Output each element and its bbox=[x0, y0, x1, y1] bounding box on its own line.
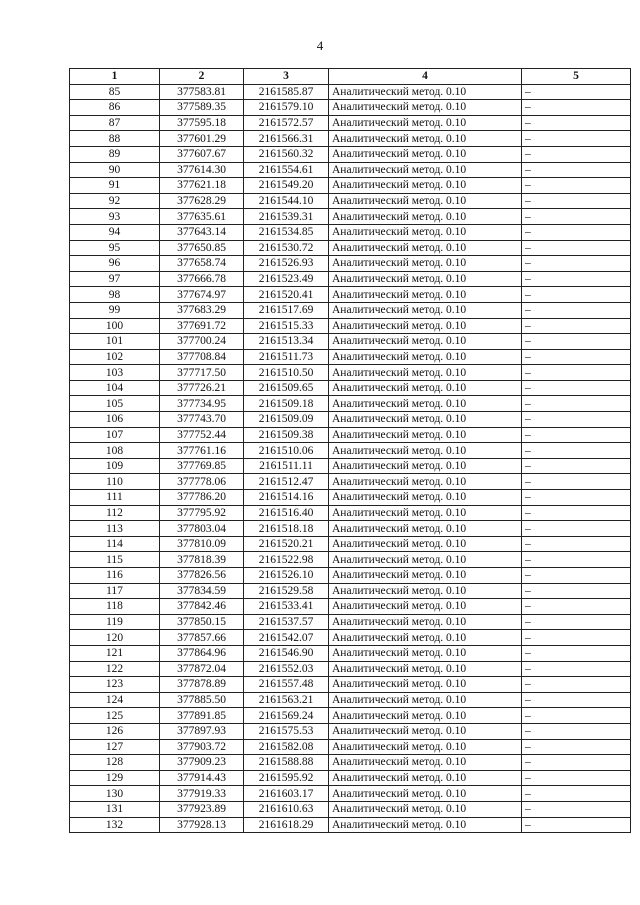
table-row bbox=[70, 786, 631, 802]
point-number-cell: 94 bbox=[70, 224, 160, 240]
y-coordinate-cell: 2161523.49 bbox=[244, 271, 329, 287]
y-coordinate-cell: 2161513.34 bbox=[244, 334, 329, 350]
x-coordinate-cell: 377717.50 bbox=[160, 365, 244, 381]
method-cell: Аналитический метод. 0.10 bbox=[329, 692, 522, 708]
method-cell: Аналитический метод. 0.10 bbox=[329, 458, 522, 474]
point-number-cell: 87 bbox=[70, 115, 160, 131]
table-row bbox=[70, 193, 631, 209]
x-coordinate-cell: 377683.29 bbox=[160, 302, 244, 318]
note-cell: – bbox=[522, 334, 631, 350]
table-row bbox=[70, 770, 631, 786]
table-row bbox=[70, 739, 631, 755]
method-cell: Аналитический метод. 0.10 bbox=[329, 708, 522, 724]
page-number: 4 bbox=[316, 38, 324, 53]
y-coordinate-cell: 2161510.06 bbox=[244, 443, 329, 459]
table-row bbox=[70, 490, 631, 506]
point-number-cell: 114 bbox=[70, 536, 160, 552]
table-row bbox=[70, 224, 631, 240]
x-coordinate-cell: 377761.16 bbox=[160, 443, 244, 459]
table-row bbox=[70, 162, 631, 178]
point-number-cell: 106 bbox=[70, 412, 160, 428]
method-cell: Аналитический метод. 0.10 bbox=[329, 146, 522, 162]
table-row bbox=[70, 677, 631, 693]
method-cell: Аналитический метод. 0.10 bbox=[329, 349, 522, 365]
x-coordinate-cell: 377595.18 bbox=[160, 115, 244, 131]
point-number-cell: 118 bbox=[70, 599, 160, 615]
method-cell: Аналитический метод. 0.10 bbox=[329, 396, 522, 412]
method-cell: Аналитический метод. 0.10 bbox=[329, 505, 522, 521]
table-row bbox=[70, 302, 631, 318]
point-number-cell: 91 bbox=[70, 178, 160, 194]
point-number-cell: 117 bbox=[70, 583, 160, 599]
table-row bbox=[70, 755, 631, 771]
y-coordinate-cell: 2161530.72 bbox=[244, 240, 329, 256]
table-row bbox=[70, 240, 631, 256]
method-cell: Аналитический метод. 0.10 bbox=[329, 365, 522, 381]
method-cell: Аналитический метод. 0.10 bbox=[329, 521, 522, 537]
x-coordinate-cell: 377914.43 bbox=[160, 770, 244, 786]
x-coordinate-cell: 377803.04 bbox=[160, 521, 244, 537]
x-coordinate-cell: 377752.44 bbox=[160, 427, 244, 443]
table-row bbox=[70, 287, 631, 303]
method-cell: Аналитический метод. 0.10 bbox=[329, 209, 522, 225]
table-row bbox=[70, 84, 631, 100]
header-row bbox=[70, 69, 631, 85]
table-row bbox=[70, 505, 631, 521]
method-cell: Аналитический метод. 0.10 bbox=[329, 677, 522, 693]
method-cell: Аналитический метод. 0.10 bbox=[329, 474, 522, 490]
note-cell: – bbox=[522, 271, 631, 287]
x-coordinate-cell: 377635.61 bbox=[160, 209, 244, 225]
table-row bbox=[70, 271, 631, 287]
table-row bbox=[70, 427, 631, 443]
method-cell: Аналитический метод. 0.10 bbox=[329, 115, 522, 131]
y-coordinate-cell: 2161585.87 bbox=[244, 84, 329, 100]
header-notes: 5 bbox=[522, 69, 631, 85]
y-coordinate-cell: 2161554.61 bbox=[244, 162, 329, 178]
point-number-cell: 110 bbox=[70, 474, 160, 490]
point-number-cell: 86 bbox=[70, 100, 160, 116]
point-number-cell: 95 bbox=[70, 240, 160, 256]
y-coordinate-cell: 2161603.17 bbox=[244, 786, 329, 802]
note-cell: – bbox=[522, 115, 631, 131]
y-coordinate-cell: 2161610.63 bbox=[244, 801, 329, 817]
y-coordinate-cell: 2161533.41 bbox=[244, 599, 329, 615]
method-cell: Аналитический метод. 0.10 bbox=[329, 443, 522, 459]
x-coordinate-cell: 377628.29 bbox=[160, 193, 244, 209]
y-coordinate-cell: 2161552.03 bbox=[244, 661, 329, 677]
point-number-cell: 127 bbox=[70, 739, 160, 755]
method-cell: Аналитический метод. 0.10 bbox=[329, 568, 522, 584]
method-cell: Аналитический метод. 0.10 bbox=[329, 614, 522, 630]
y-coordinate-cell: 2161512.47 bbox=[244, 474, 329, 490]
method-cell: Аналитический метод. 0.10 bbox=[329, 412, 522, 428]
note-cell: – bbox=[522, 801, 631, 817]
table-row bbox=[70, 692, 631, 708]
x-coordinate-cell: 377743.70 bbox=[160, 412, 244, 428]
table-row bbox=[70, 630, 631, 646]
point-number-cell: 100 bbox=[70, 318, 160, 334]
note-cell: – bbox=[522, 630, 631, 646]
table-row bbox=[70, 708, 631, 724]
y-coordinate-cell: 2161516.40 bbox=[244, 505, 329, 521]
y-coordinate-cell: 2161579.10 bbox=[244, 100, 329, 116]
point-number-cell: 128 bbox=[70, 755, 160, 771]
method-cell: Аналитический метод. 0.10 bbox=[329, 334, 522, 350]
method-cell: Аналитический метод. 0.10 bbox=[329, 100, 522, 116]
point-number-cell: 119 bbox=[70, 614, 160, 630]
x-coordinate-cell: 377850.15 bbox=[160, 614, 244, 630]
point-number-cell: 116 bbox=[70, 568, 160, 584]
note-cell: – bbox=[522, 770, 631, 786]
table-row bbox=[70, 614, 631, 630]
point-number-cell: 124 bbox=[70, 692, 160, 708]
x-coordinate-cell: 377650.85 bbox=[160, 240, 244, 256]
table-row bbox=[70, 583, 631, 599]
x-coordinate-cell: 377614.30 bbox=[160, 162, 244, 178]
note-cell: – bbox=[522, 692, 631, 708]
note-cell: – bbox=[522, 505, 631, 521]
note-cell: – bbox=[522, 583, 631, 599]
method-cell: Аналитический метод. 0.10 bbox=[329, 801, 522, 817]
point-number-cell: 102 bbox=[70, 349, 160, 365]
x-coordinate-cell: 377909.23 bbox=[160, 755, 244, 771]
y-coordinate-cell: 2161529.58 bbox=[244, 583, 329, 599]
method-cell: Аналитический метод. 0.10 bbox=[329, 193, 522, 209]
y-coordinate-cell: 2161537.57 bbox=[244, 614, 329, 630]
table-row bbox=[70, 801, 631, 817]
table-row bbox=[70, 661, 631, 677]
x-coordinate-cell: 377658.74 bbox=[160, 256, 244, 272]
x-coordinate-cell: 377643.14 bbox=[160, 224, 244, 240]
note-cell: – bbox=[522, 396, 631, 412]
y-coordinate-cell: 2161546.90 bbox=[244, 645, 329, 661]
point-number-cell: 132 bbox=[70, 817, 160, 833]
x-coordinate-cell: 377691.72 bbox=[160, 318, 244, 334]
x-coordinate-cell: 377778.06 bbox=[160, 474, 244, 490]
note-cell: – bbox=[522, 536, 631, 552]
x-coordinate-cell: 377769.85 bbox=[160, 458, 244, 474]
x-coordinate-cell: 377834.59 bbox=[160, 583, 244, 599]
table-row bbox=[70, 318, 631, 334]
point-number-cell: 103 bbox=[70, 365, 160, 381]
method-cell: Аналитический метод. 0.10 bbox=[329, 224, 522, 240]
table-row bbox=[70, 552, 631, 568]
y-coordinate-cell: 2161509.09 bbox=[244, 412, 329, 428]
note-cell: – bbox=[522, 302, 631, 318]
x-coordinate-cell: 377810.09 bbox=[160, 536, 244, 552]
table-row bbox=[70, 474, 631, 490]
point-number-cell: 104 bbox=[70, 380, 160, 396]
table-row bbox=[70, 521, 631, 537]
table-row bbox=[70, 412, 631, 428]
point-number-cell: 123 bbox=[70, 677, 160, 693]
y-coordinate-cell: 2161509.18 bbox=[244, 396, 329, 412]
method-cell: Аналитический метод. 0.10 bbox=[329, 318, 522, 334]
method-cell: Аналитический метод. 0.10 bbox=[329, 786, 522, 802]
note-cell: – bbox=[522, 162, 631, 178]
header-method-accuracy: 4 bbox=[329, 69, 522, 85]
method-cell: Аналитический метод. 0.10 bbox=[329, 427, 522, 443]
note-cell: – bbox=[522, 349, 631, 365]
method-cell: Аналитический метод. 0.10 bbox=[329, 630, 522, 646]
table-row bbox=[70, 209, 631, 225]
y-coordinate-cell: 2161522.98 bbox=[244, 552, 329, 568]
table-row bbox=[70, 115, 631, 131]
x-coordinate-cell: 377795.92 bbox=[160, 505, 244, 521]
table-row bbox=[70, 100, 631, 116]
x-coordinate-cell: 377928.13 bbox=[160, 817, 244, 833]
y-coordinate-cell: 2161618.29 bbox=[244, 817, 329, 833]
x-coordinate-cell: 377857.66 bbox=[160, 630, 244, 646]
point-number-cell: 126 bbox=[70, 723, 160, 739]
x-coordinate-cell: 377734.95 bbox=[160, 396, 244, 412]
table-row bbox=[70, 178, 631, 194]
point-number-cell: 90 bbox=[70, 162, 160, 178]
y-coordinate-cell: 2161520.21 bbox=[244, 536, 329, 552]
note-cell: – bbox=[522, 209, 631, 225]
table-row bbox=[70, 723, 631, 739]
point-number-cell: 108 bbox=[70, 443, 160, 459]
y-coordinate-cell: 2161510.50 bbox=[244, 365, 329, 381]
x-coordinate-cell: 377708.84 bbox=[160, 349, 244, 365]
note-cell: – bbox=[522, 146, 631, 162]
method-cell: Аналитический метод. 0.10 bbox=[329, 645, 522, 661]
x-coordinate-cell: 377891.85 bbox=[160, 708, 244, 724]
point-number-cell: 129 bbox=[70, 770, 160, 786]
note-cell: – bbox=[522, 568, 631, 584]
table-body bbox=[70, 84, 631, 833]
x-coordinate-cell: 377786.20 bbox=[160, 490, 244, 506]
y-coordinate-cell: 2161539.31 bbox=[244, 209, 329, 225]
table-row bbox=[70, 365, 631, 381]
point-number-cell: 115 bbox=[70, 552, 160, 568]
y-coordinate-cell: 2161595.92 bbox=[244, 770, 329, 786]
x-coordinate-cell: 377726.21 bbox=[160, 380, 244, 396]
note-cell: – bbox=[522, 739, 631, 755]
note-cell: – bbox=[522, 786, 631, 802]
note-cell: – bbox=[522, 817, 631, 833]
x-coordinate-cell: 377607.67 bbox=[160, 146, 244, 162]
note-cell: – bbox=[522, 521, 631, 537]
x-coordinate-cell: 377666.78 bbox=[160, 271, 244, 287]
y-coordinate-cell: 2161575.53 bbox=[244, 723, 329, 739]
x-coordinate-cell: 377864.96 bbox=[160, 645, 244, 661]
point-number-cell: 101 bbox=[70, 334, 160, 350]
x-coordinate-cell: 377700.24 bbox=[160, 334, 244, 350]
x-coordinate-cell: 377842.46 bbox=[160, 599, 244, 615]
point-number-cell: 130 bbox=[70, 786, 160, 802]
x-coordinate-cell: 377583.81 bbox=[160, 84, 244, 100]
note-cell: – bbox=[522, 287, 631, 303]
table-row bbox=[70, 380, 631, 396]
point-number-cell: 122 bbox=[70, 661, 160, 677]
table-row bbox=[70, 645, 631, 661]
method-cell: Аналитический метод. 0.10 bbox=[329, 131, 522, 147]
x-coordinate-cell: 377674.97 bbox=[160, 287, 244, 303]
point-number-cell: 111 bbox=[70, 490, 160, 506]
table-row bbox=[70, 536, 631, 552]
method-cell: Аналитический метод. 0.10 bbox=[329, 661, 522, 677]
x-coordinate-cell: 377885.50 bbox=[160, 692, 244, 708]
point-number-cell: 89 bbox=[70, 146, 160, 162]
table-row bbox=[70, 396, 631, 412]
method-cell: Аналитический метод. 0.10 bbox=[329, 240, 522, 256]
method-cell: Аналитический метод. 0.10 bbox=[329, 770, 522, 786]
point-number-cell: 113 bbox=[70, 521, 160, 537]
note-cell: – bbox=[522, 412, 631, 428]
note-cell: – bbox=[522, 755, 631, 771]
method-cell: Аналитический метод. 0.10 bbox=[329, 552, 522, 568]
x-coordinate-cell: 377903.72 bbox=[160, 739, 244, 755]
method-cell: Аналитический метод. 0.10 bbox=[329, 723, 522, 739]
y-coordinate-cell: 2161526.10 bbox=[244, 568, 329, 584]
y-coordinate-cell: 2161588.88 bbox=[244, 755, 329, 771]
method-cell: Аналитический метод. 0.10 bbox=[329, 162, 522, 178]
method-cell: Аналитический метод. 0.10 bbox=[329, 178, 522, 194]
y-coordinate-cell: 2161526.93 bbox=[244, 256, 329, 272]
note-cell: – bbox=[522, 318, 631, 334]
note-cell: – bbox=[522, 708, 631, 724]
method-cell: Аналитический метод. 0.10 bbox=[329, 84, 522, 100]
note-cell: – bbox=[522, 723, 631, 739]
method-cell: Аналитический метод. 0.10 bbox=[329, 271, 522, 287]
y-coordinate-cell: 2161563.21 bbox=[244, 692, 329, 708]
point-number-cell: 92 bbox=[70, 193, 160, 209]
y-coordinate-cell: 2161514.16 bbox=[244, 490, 329, 506]
y-coordinate-cell: 2161572.57 bbox=[244, 115, 329, 131]
x-coordinate-cell: 377878.89 bbox=[160, 677, 244, 693]
point-number-cell: 105 bbox=[70, 396, 160, 412]
table-row bbox=[70, 458, 631, 474]
point-number-cell: 109 bbox=[70, 458, 160, 474]
table-row bbox=[70, 817, 631, 833]
point-number-cell: 112 bbox=[70, 505, 160, 521]
y-coordinate-cell: 2161560.32 bbox=[244, 146, 329, 162]
y-coordinate-cell: 2161557.48 bbox=[244, 677, 329, 693]
method-cell: Аналитический метод. 0.10 bbox=[329, 583, 522, 599]
point-number-cell: 107 bbox=[70, 427, 160, 443]
y-coordinate-cell: 2161515.33 bbox=[244, 318, 329, 334]
note-cell: – bbox=[522, 380, 631, 396]
x-coordinate-cell: 377826.56 bbox=[160, 568, 244, 584]
y-coordinate-cell: 2161544.10 bbox=[244, 193, 329, 209]
y-coordinate-cell: 2161518.18 bbox=[244, 521, 329, 537]
x-coordinate-cell: 377601.29 bbox=[160, 131, 244, 147]
point-number-cell: 93 bbox=[70, 209, 160, 225]
y-coordinate-cell: 2161511.11 bbox=[244, 458, 329, 474]
header-y-coordinate: 3 bbox=[244, 69, 329, 85]
table-header bbox=[70, 69, 631, 85]
note-cell: – bbox=[522, 552, 631, 568]
y-coordinate-cell: 2161566.31 bbox=[244, 131, 329, 147]
y-coordinate-cell: 2161549.20 bbox=[244, 178, 329, 194]
point-number-cell: 99 bbox=[70, 302, 160, 318]
method-cell: Аналитический метод. 0.10 bbox=[329, 536, 522, 552]
note-cell: – bbox=[522, 100, 631, 116]
note-cell: – bbox=[522, 256, 631, 272]
method-cell: Аналитический метод. 0.10 bbox=[329, 490, 522, 506]
method-cell: Аналитический метод. 0.10 bbox=[329, 599, 522, 615]
note-cell: – bbox=[522, 474, 631, 490]
point-number-cell: 97 bbox=[70, 271, 160, 287]
note-cell: – bbox=[522, 131, 631, 147]
point-number-cell: 125 bbox=[70, 708, 160, 724]
point-number-cell: 88 bbox=[70, 131, 160, 147]
method-cell: Аналитический метод. 0.10 bbox=[329, 755, 522, 771]
x-coordinate-cell: 377919.33 bbox=[160, 786, 244, 802]
x-coordinate-cell: 377923.89 bbox=[160, 801, 244, 817]
y-coordinate-cell: 2161534.85 bbox=[244, 224, 329, 240]
note-cell: – bbox=[522, 645, 631, 661]
point-number-cell: 131 bbox=[70, 801, 160, 817]
x-coordinate-cell: 377621.18 bbox=[160, 178, 244, 194]
note-cell: – bbox=[522, 84, 631, 100]
method-cell: Аналитический метод. 0.10 bbox=[329, 256, 522, 272]
table-row bbox=[70, 334, 631, 350]
y-coordinate-cell: 2161517.69 bbox=[244, 302, 329, 318]
note-cell: – bbox=[522, 193, 631, 209]
method-cell: Аналитический метод. 0.10 bbox=[329, 817, 522, 833]
point-number-cell: 121 bbox=[70, 645, 160, 661]
note-cell: – bbox=[522, 427, 631, 443]
header-point-number: 1 bbox=[70, 69, 160, 85]
y-coordinate-cell: 2161520.41 bbox=[244, 287, 329, 303]
y-coordinate-cell: 2161542.07 bbox=[244, 630, 329, 646]
table-row bbox=[70, 256, 631, 272]
note-cell: – bbox=[522, 490, 631, 506]
note-cell: – bbox=[522, 240, 631, 256]
x-coordinate-cell: 377897.93 bbox=[160, 723, 244, 739]
note-cell: – bbox=[522, 458, 631, 474]
y-coordinate-cell: 2161509.38 bbox=[244, 427, 329, 443]
method-cell: Аналитический метод. 0.10 bbox=[329, 302, 522, 318]
y-coordinate-cell: 2161511.73 bbox=[244, 349, 329, 365]
method-cell: Аналитический метод. 0.10 bbox=[329, 380, 522, 396]
point-number-cell: 98 bbox=[70, 287, 160, 303]
x-coordinate-cell: 377818.39 bbox=[160, 552, 244, 568]
table-row bbox=[70, 146, 631, 162]
x-coordinate-cell: 377872.04 bbox=[160, 661, 244, 677]
method-cell: Аналитический метод. 0.10 bbox=[329, 739, 522, 755]
table-row bbox=[70, 131, 631, 147]
note-cell: – bbox=[522, 443, 631, 459]
point-number-cell: 96 bbox=[70, 256, 160, 272]
table-row bbox=[70, 599, 631, 615]
note-cell: – bbox=[522, 677, 631, 693]
table-row bbox=[70, 568, 631, 584]
point-number-cell: 85 bbox=[70, 84, 160, 100]
table-row bbox=[70, 443, 631, 459]
note-cell: – bbox=[522, 365, 631, 381]
note-cell: – bbox=[522, 599, 631, 615]
coordinates-table bbox=[69, 68, 631, 833]
note-cell: – bbox=[522, 224, 631, 240]
table-row bbox=[70, 349, 631, 365]
header-x-coordinate: 2 bbox=[160, 69, 244, 85]
point-number-cell: 120 bbox=[70, 630, 160, 646]
y-coordinate-cell: 2161582.08 bbox=[244, 739, 329, 755]
x-coordinate-cell: 377589.35 bbox=[160, 100, 244, 116]
y-coordinate-cell: 2161509.65 bbox=[244, 380, 329, 396]
method-cell: Аналитический метод. 0.10 bbox=[329, 287, 522, 303]
note-cell: – bbox=[522, 614, 631, 630]
note-cell: – bbox=[522, 661, 631, 677]
y-coordinate-cell: 2161569.24 bbox=[244, 708, 329, 724]
note-cell: – bbox=[522, 178, 631, 194]
